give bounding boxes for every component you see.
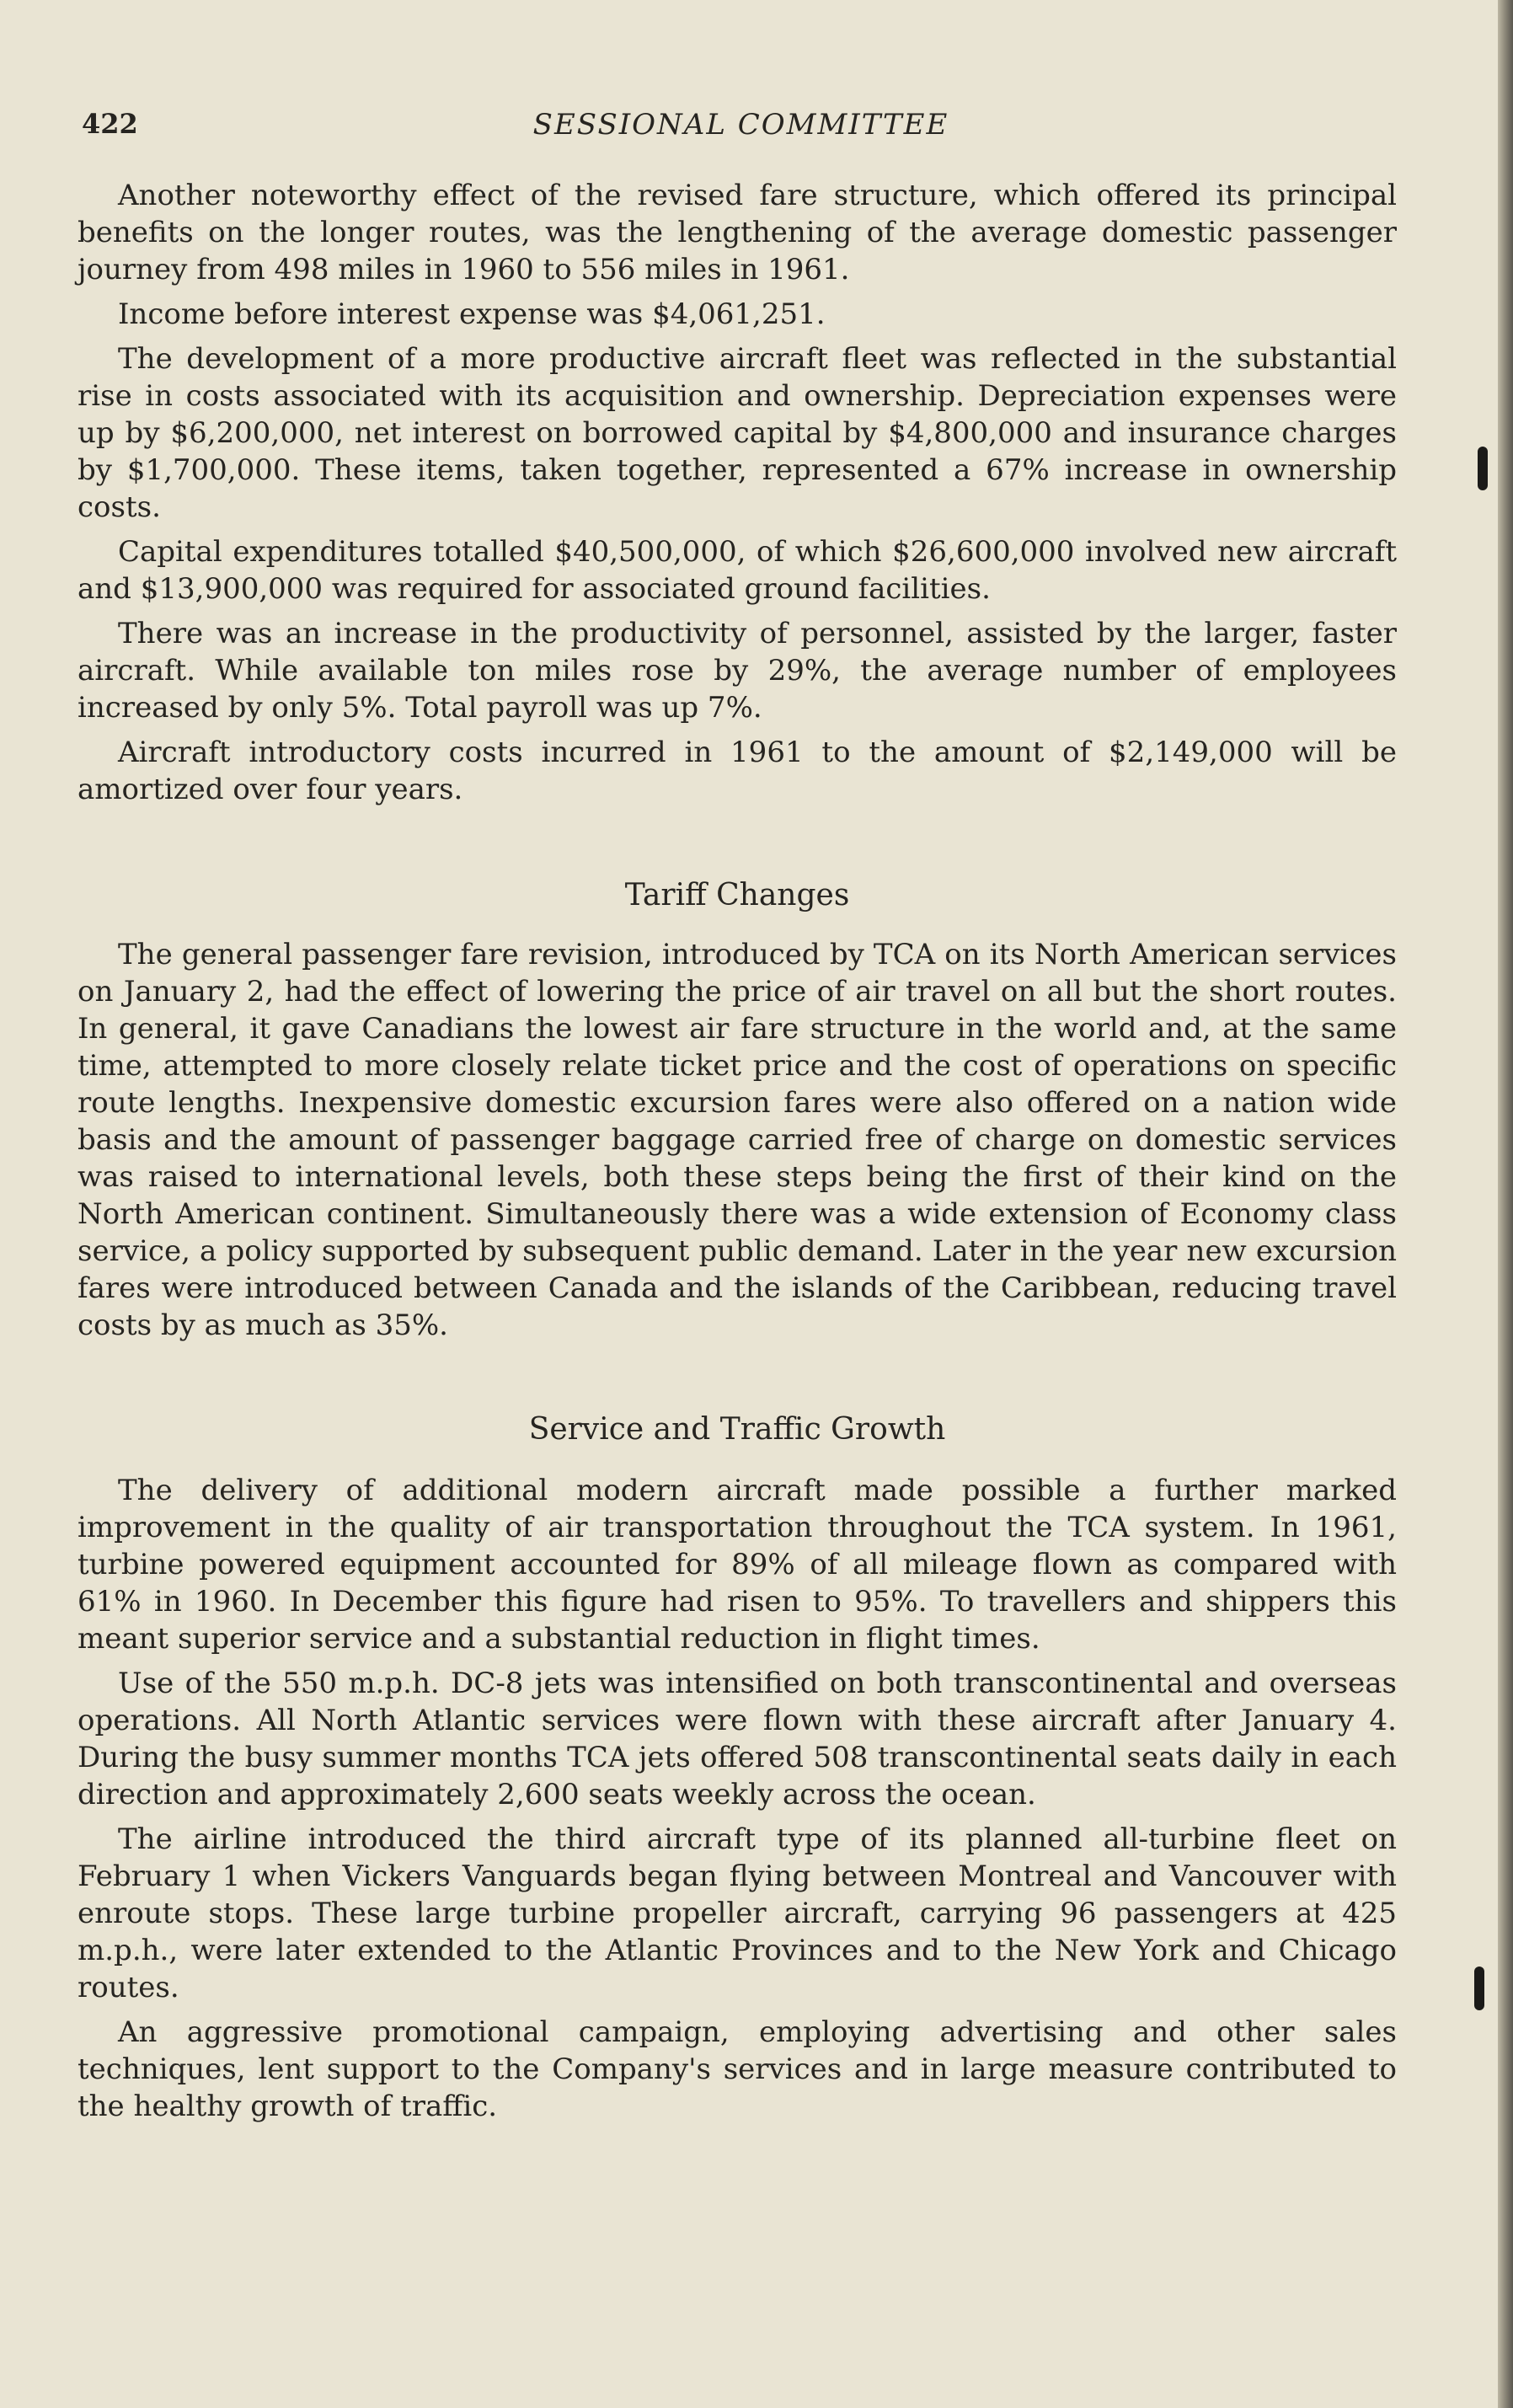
page-number: 422 bbox=[82, 108, 138, 140]
paragraph: The delivery of additional modern aircraft made possible a further marked improvement in the quality of air transportation throughout the TCA system. In 1961, turbine powered equipment accounted for 89% of all mileage flown as compared with 61% in 1960. In December this figure had risen to 95%. To travellers and shippers this meant superior service and a substantial reduction in flight times. bbox=[78, 1474, 1397, 1656]
page-edge-shadow bbox=[1498, 0, 1513, 2408]
running-head: SESSIONAL COMMITTEE bbox=[532, 108, 949, 142]
section-heading-service: Service and Traffic Growth bbox=[528, 1412, 946, 1447]
binding-mark bbox=[1474, 1967, 1484, 2010]
service-section bbox=[78, 1411, 1397, 2125]
binding-mark bbox=[1478, 447, 1488, 490]
paragraph: Capital expenditures totalled $40,500,000, of which $26,600,000 involved new aircraft and $13,900,000 was required for associated ground facilities. bbox=[78, 535, 1397, 606]
paragraph: Another noteworthy effect of the revised fare structure, which offered its principal benefits on the longer routes, was the lengthening of the average domestic passenger journey from 498 miles in 1960 to 556 miles in 1961. bbox=[78, 179, 1397, 286]
page-header bbox=[82, 104, 1400, 148]
paragraph: The general passenger fare revision, introduced by TCA on its North American services on January 2, had the effect of lowering the price of air travel on all but the short routes. In general, it gave Canadians the lowest air fare structure in the world and, at the same time, attempted to more closely relate ticket price and the cost of operations on specific route lengths. Inexpensive domestic excursion fares were also offered on a nation wide basis and the amount of passenger baggage carried free of charge on domestic services was raised to international levels, both these steps being the first of their kind on the North American continent. Simultaneously there was a wide extension of Economy class service, a policy supported by subsequent public demand. Later in the year new excursion fares were introduced between Canada and the islands of the Caribbean, reducing travel costs by as much as 35%. bbox=[78, 938, 1397, 1342]
paragraph: The development of a more productive aircraft fleet was reflected in the substantial rise in costs associated with its acquisition and ownership. Depreciation expenses were up by $6,200,000, net interest on borrowed capital by $4,800,000 and insurance charges by $1,700,000. These items, taken together, represented a 67% increase in ownership costs. bbox=[78, 342, 1397, 524]
paragraph: Use of the 550 m.p.h. DC-8 jets was intensified on both transcontinental and overseas operations. All North Atlantic services were flown with these aircraft after January 4. During the busy summer months TCA jets offered 508 transcontinental seats daily in each direction and approximately 2,600 seats weekly across the ocean. bbox=[78, 1667, 1397, 1811]
paragraph: Income before interest expense was $4,061,251. bbox=[118, 297, 826, 331]
paragraph: The airline introduced the third aircraft type of its planned all-turbine fleet on February 1 when Vickers Vanguards began flying between Montreal and Vancouver with enroute stops. These large turbine propeller aircraft, carrying 96 passengers at 425 m.p.h., were later extended to the Atlantic Provinces and to the New York and Chicago routes. bbox=[78, 1822, 1397, 2004]
paragraph: There was an increase in the productivity of personnel, assisted by the larger, faster aircraft. While available ton miles rose by 29%, the average number of employees increased by only 5%. Total payroll was up 7%. bbox=[78, 617, 1397, 725]
paragraph: An aggressive promotional campaign, employing advertising and other sales techniques, lent support to the Company's services and in large measure contributed to the healthy growth of traffic. bbox=[78, 2015, 1397, 2123]
tariff-section bbox=[78, 877, 1397, 1344]
paragraph: Aircraft introductory costs incurred in 1961 to the amount of $2,149,000 will be amortized over four years. bbox=[78, 736, 1397, 806]
intro-section bbox=[78, 177, 1397, 808]
section-heading-tariff: Tariff Changes bbox=[624, 878, 850, 912]
page-body bbox=[78, 177, 1397, 2132]
